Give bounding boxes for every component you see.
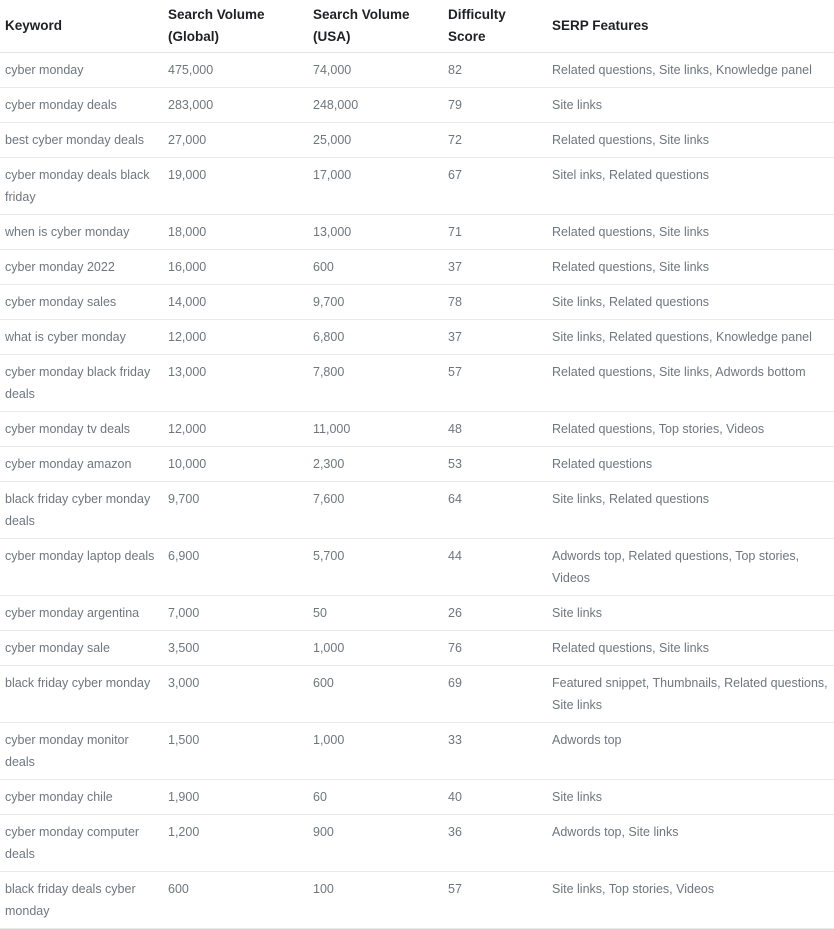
keyword-cell: when is cyber monday xyxy=(0,215,168,250)
keyword-cell: cyber monday amazon xyxy=(0,447,168,482)
serp-features-cell: Adwords top, Related questions, Top stories, Videos xyxy=(552,539,834,596)
keyword-cell: black friday deals cyber monday xyxy=(0,872,168,929)
difficulty-score-cell: 69 xyxy=(448,666,552,723)
serp-features-cell: Site links, Related questions xyxy=(552,285,834,320)
serp-features-cell: Related questions, Site links xyxy=(552,123,834,158)
table-row xyxy=(0,215,834,250)
search-volume-global-cell: 19,000 xyxy=(168,158,313,215)
keyword-cell: cyber monday chile xyxy=(0,780,168,815)
serp-features-cell: Related questions, Site links, Adwords bottom xyxy=(552,355,834,412)
serp-features-cell: Sitel inks, Related questions xyxy=(552,158,834,215)
serp-features-cell: Related questions, Site links, Knowledge panel xyxy=(552,53,834,88)
column-header-serp-features: SERP Features xyxy=(552,0,834,53)
difficulty-score-cell: 48 xyxy=(448,412,552,447)
serp-features-cell: Related questions, Site links xyxy=(552,631,834,666)
search-volume-global-cell: 600 xyxy=(168,872,313,929)
table-row xyxy=(0,539,834,596)
serp-features-cell: Adwords top, Site links xyxy=(552,815,834,872)
difficulty-score-cell: 37 xyxy=(448,250,552,285)
column-header-keyword: Keyword xyxy=(0,0,168,53)
serp-features-cell: Adwords top xyxy=(552,723,834,780)
keyword-cell: cyber monday argentina xyxy=(0,596,168,631)
keyword-cell: cyber monday deals black friday xyxy=(0,158,168,215)
search-volume-global-cell: 3,500 xyxy=(168,631,313,666)
serp-features-cell: Related questions xyxy=(552,447,834,482)
serp-features-cell: Site links xyxy=(552,780,834,815)
search-volume-global-cell: 13,000 xyxy=(168,355,313,412)
difficulty-score-cell: 40 xyxy=(448,780,552,815)
keyword-cell: black friday cyber monday deals xyxy=(0,482,168,539)
table-row xyxy=(0,482,834,539)
search-volume-usa-cell: 50 xyxy=(313,596,448,631)
column-header-search-volume-usa: Search Volume (USA) xyxy=(313,0,448,53)
difficulty-score-cell: 33 xyxy=(448,723,552,780)
keyword-cell: cyber monday computer deals xyxy=(0,815,168,872)
column-header-search-volume-global: Search Volume (Global) xyxy=(168,0,313,53)
keyword-cell: what is cyber monday xyxy=(0,320,168,355)
search-volume-usa-cell: 74,000 xyxy=(313,53,448,88)
difficulty-score-cell: 26 xyxy=(448,596,552,631)
search-volume-usa-cell: 6,800 xyxy=(313,320,448,355)
search-volume-global-cell: 1,200 xyxy=(168,815,313,872)
serp-features-cell: Site links xyxy=(552,596,834,631)
serp-features-cell: Site links, Related questions, Knowledge panel xyxy=(552,320,834,355)
table-row xyxy=(0,250,834,285)
difficulty-score-cell: 79 xyxy=(448,88,552,123)
serp-features-cell: Site links, Top stories, Videos xyxy=(552,872,834,929)
keyword-cell: cyber monday tv deals xyxy=(0,412,168,447)
table-row xyxy=(0,320,834,355)
search-volume-usa-cell: 1,000 xyxy=(313,723,448,780)
search-volume-usa-cell: 17,000 xyxy=(313,158,448,215)
search-volume-global-cell: 12,000 xyxy=(168,320,313,355)
search-volume-usa-cell: 900 xyxy=(313,815,448,872)
keyword-cell: cyber monday sale xyxy=(0,631,168,666)
keyword-cell: cyber monday monitor deals xyxy=(0,723,168,780)
difficulty-score-cell: 78 xyxy=(448,285,552,320)
difficulty-score-cell: 57 xyxy=(448,872,552,929)
table-row xyxy=(0,53,834,88)
table-row xyxy=(0,412,834,447)
search-volume-usa-cell: 11,000 xyxy=(313,412,448,447)
search-volume-usa-cell: 600 xyxy=(313,250,448,285)
search-volume-global-cell: 18,000 xyxy=(168,215,313,250)
search-volume-global-cell: 1,500 xyxy=(168,723,313,780)
table-row xyxy=(0,723,834,780)
search-volume-global-cell: 7,000 xyxy=(168,596,313,631)
search-volume-usa-cell: 60 xyxy=(313,780,448,815)
difficulty-score-cell: 44 xyxy=(448,539,552,596)
search-volume-global-cell: 6,900 xyxy=(168,539,313,596)
table-row xyxy=(0,158,834,215)
search-volume-usa-cell: 100 xyxy=(313,872,448,929)
difficulty-score-cell: 53 xyxy=(448,447,552,482)
table-row xyxy=(0,631,834,666)
keyword-cell: black friday cyber monday xyxy=(0,666,168,723)
table-row xyxy=(0,666,834,723)
difficulty-score-cell: 71 xyxy=(448,215,552,250)
search-volume-usa-cell: 248,000 xyxy=(313,88,448,123)
search-volume-usa-cell: 600 xyxy=(313,666,448,723)
search-volume-usa-cell: 1,000 xyxy=(313,631,448,666)
column-header-difficulty-score: Difficulty Score xyxy=(448,0,552,53)
serp-features-cell: Site links xyxy=(552,88,834,123)
search-volume-global-cell: 16,000 xyxy=(168,250,313,285)
table-row xyxy=(0,872,834,929)
search-volume-usa-cell: 7,800 xyxy=(313,355,448,412)
table-row xyxy=(0,355,834,412)
serp-features-cell: Featured snippet, Thumbnails, Related questions, Site links xyxy=(552,666,834,723)
search-volume-usa-cell: 2,300 xyxy=(313,447,448,482)
difficulty-score-cell: 36 xyxy=(448,815,552,872)
search-volume-global-cell: 475,000 xyxy=(168,53,313,88)
search-volume-global-cell: 1,900 xyxy=(168,780,313,815)
table-row xyxy=(0,123,834,158)
table-row xyxy=(0,285,834,320)
search-volume-global-cell: 10,000 xyxy=(168,447,313,482)
keyword-cell: best cyber monday deals xyxy=(0,123,168,158)
table-header-row xyxy=(0,0,834,53)
search-volume-usa-cell: 7,600 xyxy=(313,482,448,539)
serp-features-cell: Related questions, Site links xyxy=(552,215,834,250)
table-row xyxy=(0,88,834,123)
difficulty-score-cell: 57 xyxy=(448,355,552,412)
search-volume-usa-cell: 5,700 xyxy=(313,539,448,596)
serp-features-cell: Related questions, Top stories, Videos xyxy=(552,412,834,447)
difficulty-score-cell: 76 xyxy=(448,631,552,666)
serp-features-cell: Related questions, Site links xyxy=(552,250,834,285)
search-volume-global-cell: 14,000 xyxy=(168,285,313,320)
search-volume-global-cell: 3,000 xyxy=(168,666,313,723)
keyword-cell: cyber monday deals xyxy=(0,88,168,123)
search-volume-global-cell: 283,000 xyxy=(168,88,313,123)
difficulty-score-cell: 67 xyxy=(448,158,552,215)
difficulty-score-cell: 72 xyxy=(448,123,552,158)
difficulty-score-cell: 64 xyxy=(448,482,552,539)
keyword-cell: cyber monday xyxy=(0,53,168,88)
search-volume-usa-cell: 25,000 xyxy=(313,123,448,158)
table-row xyxy=(0,815,834,872)
keyword-cell: cyber monday 2022 xyxy=(0,250,168,285)
table-body xyxy=(0,53,834,929)
keyword-cell: cyber monday laptop deals xyxy=(0,539,168,596)
keyword-cell: cyber monday black friday deals xyxy=(0,355,168,412)
serp-features-cell: Site links, Related questions xyxy=(552,482,834,539)
table-row xyxy=(0,780,834,815)
table-row xyxy=(0,596,834,631)
keyword-cell: cyber monday sales xyxy=(0,285,168,320)
table-row xyxy=(0,447,834,482)
difficulty-score-cell: 37 xyxy=(448,320,552,355)
search-volume-global-cell: 12,000 xyxy=(168,412,313,447)
search-volume-global-cell: 9,700 xyxy=(168,482,313,539)
search-volume-usa-cell: 13,000 xyxy=(313,215,448,250)
difficulty-score-cell: 82 xyxy=(448,53,552,88)
search-volume-global-cell: 27,000 xyxy=(168,123,313,158)
search-volume-usa-cell: 9,700 xyxy=(313,285,448,320)
